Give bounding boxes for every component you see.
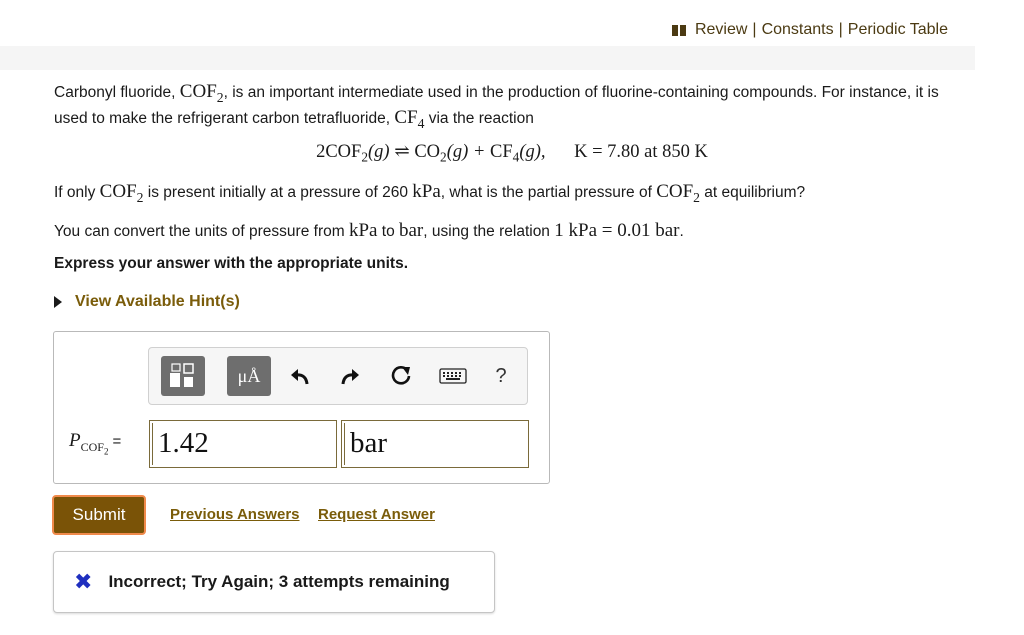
reset-button[interactable] [385,356,417,396]
answer-label: $P_{COF_2}=$ [69,430,122,457]
separator: | [752,21,757,38]
text: , is an important intermediate used in the production of fluorine-containing compounds. For instance, it is used to make the refrigerant carbon tetrafluoride, [54,84,939,127]
answer-value-input[interactable] [149,420,337,468]
formula-cf4: $CF_4$ [394,106,425,131]
answer-box [53,331,550,484]
equilibrium-arrow: ⇌ [394,142,410,162]
submit-button[interactable]: Submit [52,495,146,535]
units-button[interactable]: μÅ [227,356,271,396]
top-links [672,21,948,39]
redo-icon [339,367,361,385]
keyboard-icon [439,368,467,384]
undo-icon [289,367,311,385]
request-answer-link[interactable]: Request Answer [318,506,435,523]
periodic-table-link[interactable]: Periodic Table [847,21,948,38]
header-band [0,46,975,70]
view-hints-toggle[interactable] [54,293,240,311]
reset-icon [389,364,413,388]
answer-unit-input[interactable] [341,420,529,468]
hint-label: View Available Hint(s) [75,293,240,310]
reaction-equation: $2COF_2(g)$ ⇌ $CO_2(g) + CF_4(g)$, K = 7.80 at 850 K [316,142,708,165]
previous-answers-link[interactable]: Previous Answers [170,506,300,523]
text: via the reaction [424,109,534,127]
problem-question: If only $COF_2$ is present initially at a pressure of 260 kPa, what is the partial pressure of $COF_2$ at equilibrium? [54,181,806,205]
keyboard-button[interactable] [433,356,473,396]
problem-intro [54,82,954,134]
constants-link[interactable]: Constants [761,21,834,38]
text: Carbonyl fluoride, [54,84,180,101]
unit-conversion-note: You can convert the units of pressure from kPa to bar, using the relation 1 kPa = 0.01 bar. [54,220,684,241]
feedback-box [53,551,495,613]
help-button[interactable]: ? [495,364,507,387]
math-toolbar [148,347,528,405]
formula-cof2: $COF_2$ [179,81,224,105]
templates-button[interactable] [161,356,205,396]
answer-instruction: Express your answer with the appropriate units. [54,255,409,272]
answer-value: 1.42 [158,427,209,459]
answer-unit: bar [350,427,388,459]
feedback-message: Incorrect; Try Again; 3 attempts remaining [108,572,450,591]
redo-button[interactable] [335,356,365,396]
review-link[interactable]: Review [694,21,748,38]
undo-button[interactable] [285,356,315,396]
incorrect-x-icon: ✖ [74,569,93,594]
triangle-right-icon [54,296,62,308]
templates-icon [168,363,198,389]
separator: | [838,21,843,38]
book-icon [672,25,686,36]
equilibrium-constant: K = 7.80 at 850 K [574,142,708,162]
